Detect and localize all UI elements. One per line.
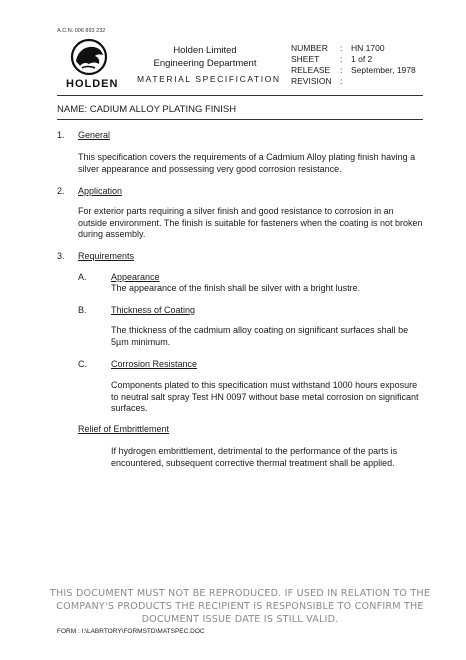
meta-key: REVISION	[291, 76, 332, 86]
subsection-body-thickness: The thickness of the cadmium alloy coating on significant surfaces shall be 5µm minimum.	[111, 325, 409, 347]
section-body-general: This specification covers the requirements of a Cadmium Alloy plating finish having a silver appearance and possessing very good corrosion resistance.	[78, 152, 416, 174]
subsection-title-corrosion: Corrosion Resistance	[111, 359, 198, 369]
section-title-general: General	[78, 130, 111, 140]
name-divider	[57, 119, 423, 120]
meta-row-number: NUMBER : HN 1700	[291, 43, 385, 53]
meta-row-revision: REVISION :	[291, 76, 343, 86]
section-number: 2.	[57, 186, 65, 196]
meta-key: RELEASE	[291, 65, 331, 75]
header-divider	[57, 95, 423, 96]
meta-key: SHEET	[291, 54, 320, 64]
subsection-title-appearance: Appearance	[111, 272, 160, 282]
subsection-title-thickness: Thickness of Coating	[111, 305, 196, 315]
spec-meta-table	[291, 43, 416, 87]
subsection-letter: B.	[78, 305, 87, 315]
company-block	[140, 44, 270, 70]
section-title-application: Application	[78, 186, 123, 196]
form-path: FORM : I:\LABRTORY\FORMSTD\MATSPEC.DOC	[57, 628, 205, 635]
holden-wordmark: HOLDEN	[66, 78, 119, 90]
meta-row-release: RELEASE : September, 1978	[291, 65, 416, 75]
meta-row-sheet: SHEET : 1 of 2	[291, 54, 373, 64]
company-name: Holden Limited	[173, 45, 237, 56]
department-name: Engineering Department	[153, 58, 257, 69]
acn-number: A.C.N. 006 893 232	[57, 28, 106, 34]
section-title-requirements: Requirements	[78, 251, 135, 261]
subsection-body-corrosion: Components plated to this specification must withstand 1000 hours exposure to neutral salt spray Test HN 0097 without base metal corrosion on significant surfaces.	[111, 380, 419, 413]
meta-value: 1 of 2	[351, 54, 373, 64]
subsection-body-appearance: The appearance of the finish shall be silver with a bright lustre.	[111, 283, 361, 293]
spec-name: NAME: CADIUM ALLOY PLATING FINISH	[57, 104, 237, 115]
meta-value: HN 1700	[351, 43, 385, 53]
reproduction-notice: THIS DOCUMENT MUST NOT BE REPRODUCED. IF USED IN RELATION TO THE COMPANY'S PRODUCTS THE RECIPIENT IS RESPONSIBLE TO CONFIRM THE DOCUMENT ISSUE DATE IS STILL VALID.	[49, 588, 431, 625]
subsection-title-embrittlement: Relief of Embrittlement	[78, 424, 170, 434]
document-type: MATERIAL SPECIFICATION	[137, 74, 281, 84]
subsection-letter: C.	[78, 359, 87, 369]
meta-key: NUMBER	[291, 43, 328, 53]
meta-value: September, 1978	[351, 65, 416, 75]
subsection-letter: A.	[78, 272, 87, 282]
section-number: 3.	[57, 251, 65, 261]
subsection-body-embrittlement: If hydrogen embrittlement, detrimental to the performance of the parts is encountered, subsequent corrective thermal treatment shall be applied.	[111, 446, 398, 468]
section-body-application: For exterior parts requiring a silver finish and good resistance to corrosion in an outside environment. The finish is suitable for fasteners when the coating is not broken during assembly.	[78, 206, 423, 239]
section-number: 1.	[57, 130, 65, 140]
